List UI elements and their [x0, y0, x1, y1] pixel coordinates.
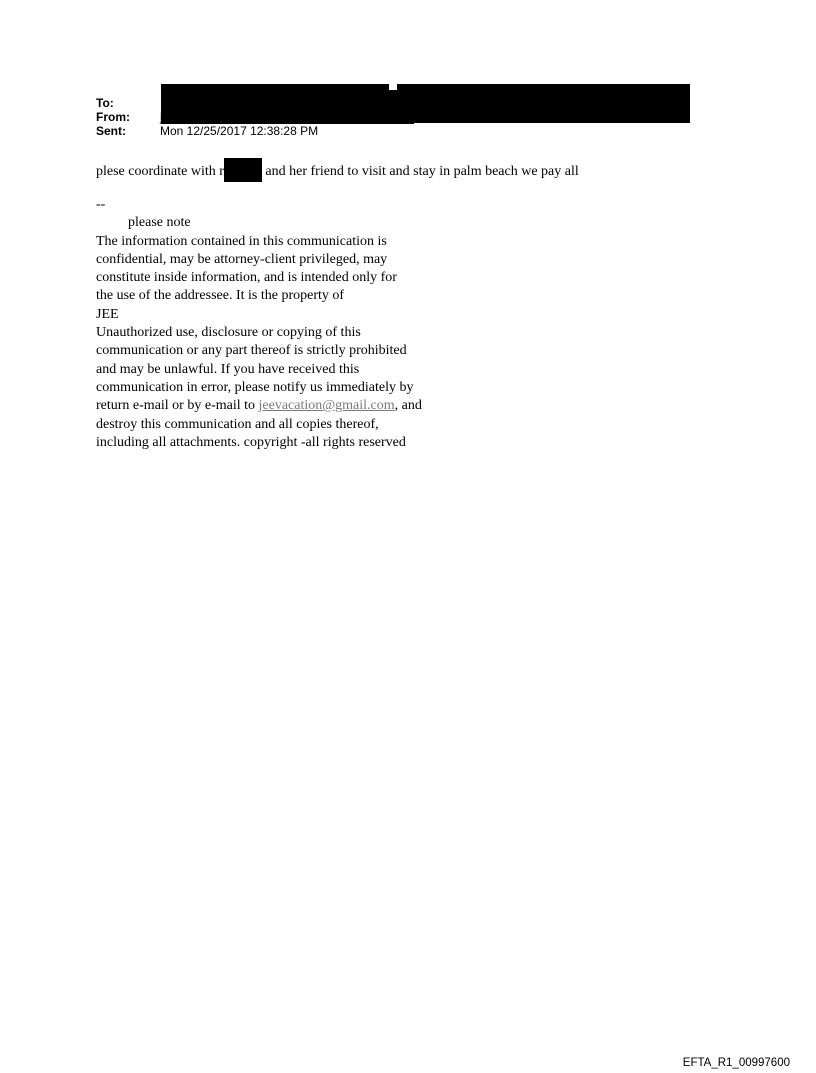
document-id: EFTA_R1_00997600 [682, 1057, 790, 1069]
signature-line: including all attachments. copyright -all rights reserved [96, 434, 406, 450]
email-line-suffix: , and [394, 398, 422, 414]
signature-line: The information contained in this communication is [96, 233, 387, 249]
signature-line: the use of the addressee. It is the property of [96, 288, 345, 304]
signature-line: destroy this communication and all copies thereof, [96, 416, 379, 432]
to-row [96, 96, 696, 110]
from-label: From: [96, 110, 130, 124]
sent-value: Mon 12/25/2017 12:38:28 PM [160, 124, 319, 138]
message-text-end: and her friend to visit and stay in palm beach we pay all [261, 164, 579, 179]
from-row [96, 110, 696, 124]
message-body [96, 158, 579, 182]
message-text-start: plese coordinate with r [96, 164, 224, 179]
signature-line: confidential, may be attorney-client privileged, may [96, 251, 388, 267]
signature-line: communication or any part thereof is strictly prohibited [96, 343, 407, 359]
to-label: To: [96, 96, 114, 110]
email-line-prefix: return e-mail or by e-mail to [96, 398, 259, 414]
signature-line: communication in error, please notify us immediately by [96, 379, 414, 395]
sent-label: Sent: [96, 124, 126, 138]
signature-separator: -- [96, 197, 106, 212]
email-link[interactable]: jeevacation@gmail.com [258, 398, 395, 414]
signature-line: Unauthorized use, disclosure or copying of this [96, 325, 361, 341]
signature-note-heading: please note [128, 215, 191, 231]
signature-line: constitute inside information, and is intended only for [96, 270, 397, 286]
signature-line: JEE [96, 306, 119, 322]
inline-redaction-block [224, 158, 262, 182]
signature-email-line [96, 397, 496, 415]
signature-line: and may be unlawful. If you have received this [96, 361, 360, 377]
from-value: jeffrey E. [160, 110, 208, 124]
sent-row [96, 124, 696, 138]
email-header [96, 96, 696, 138]
signature-block [96, 196, 496, 452]
